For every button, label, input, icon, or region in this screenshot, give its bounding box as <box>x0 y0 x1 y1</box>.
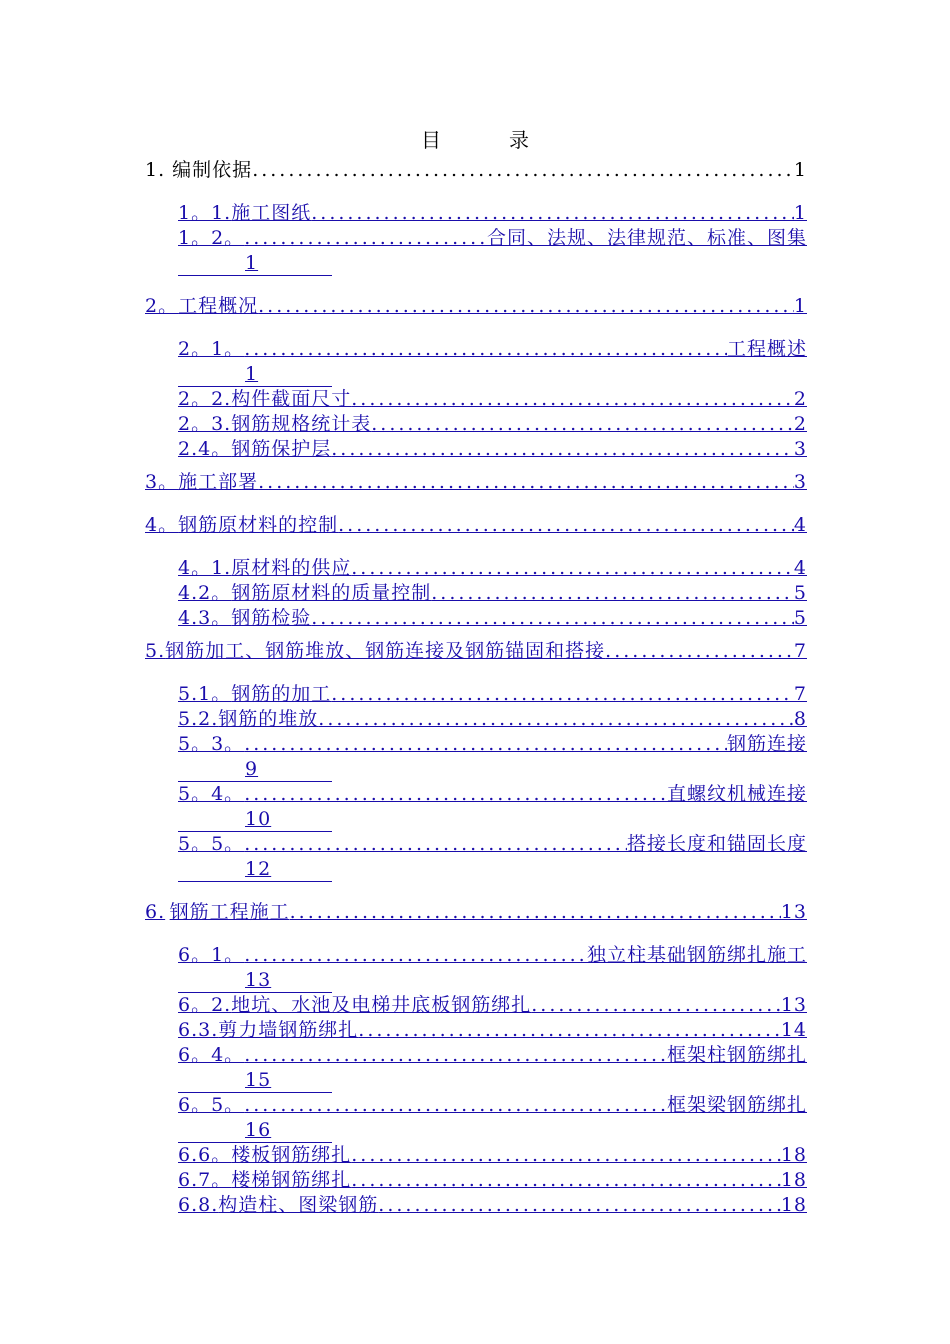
toc-entry-number: 1。2。 <box>178 227 245 249</box>
toc-entry-page: 13 <box>780 994 807 1016</box>
toc-entry-6-5[interactable] <box>178 1093 807 1143</box>
toc-entry-label: 钢筋原材料的质量控制 <box>231 582 432 604</box>
toc-entry-number: 2。3. <box>178 413 232 435</box>
toc-entry-number: 4.2。 <box>178 582 232 604</box>
toc-entry-number: 5。4。 <box>178 783 245 805</box>
toc-entry-page: 18 <box>780 1169 807 1191</box>
toc-leader-dots <box>605 639 794 664</box>
toc-entry-number: 6。2. <box>178 994 232 1016</box>
toc-entry-3[interactable] <box>145 470 807 495</box>
toc-entry-page: 1 <box>178 362 332 387</box>
toc-title-char-1: 目 <box>421 128 441 152</box>
toc-entry-label: 构造柱、图梁钢筋 <box>218 1194 379 1216</box>
toc-entry-label: 构件截面尺寸 <box>231 388 352 410</box>
toc-entry-page: 8 <box>793 708 807 730</box>
toc-entry-page: 18 <box>780 1144 807 1166</box>
toc-entry-5-1[interactable] <box>178 682 807 707</box>
toc-leader-dots <box>258 470 794 495</box>
toc-entry-6-3[interactable] <box>178 1018 807 1043</box>
toc-leader-dots <box>358 1018 781 1043</box>
toc-entry-number: 2。2. <box>178 388 232 410</box>
toc-title <box>0 124 950 153</box>
toc-entry-number: 1。1. <box>178 202 232 224</box>
toc-leader-dots <box>331 682 794 707</box>
toc-entry-page: 7 <box>793 640 807 662</box>
table-of-contents <box>145 158 807 1218</box>
toc-leader-dots <box>244 226 487 251</box>
toc-leader-dots <box>318 707 794 732</box>
toc-entry-label: 剪力墙钢筋绑扎 <box>218 1019 359 1041</box>
toc-entry-page: 5 <box>793 582 807 604</box>
toc-leader-dots <box>244 337 727 362</box>
toc-leader-dots <box>244 782 667 807</box>
toc-entry-label: 地坑、水池及电梯井底板钢筋绑扎 <box>231 994 532 1016</box>
toc-entry-4-2[interactable] <box>178 581 807 606</box>
toc-entry-page: 4 <box>793 557 807 579</box>
toc-entry-page: 10 <box>178 807 332 832</box>
toc-entry-page: 18 <box>780 1194 807 1216</box>
toc-entry-number: 4。1. <box>178 557 232 579</box>
toc-entry-number: 5. <box>145 640 166 662</box>
toc-entry-label: 独立柱基础钢筋绑扎施工 <box>586 944 807 966</box>
toc-entry-number: 5.1。 <box>178 683 232 705</box>
toc-entry-4-1[interactable] <box>178 556 807 581</box>
toc-entry-5-5[interactable] <box>178 832 807 882</box>
toc-entry-label: 直螺纹机械连接 <box>666 783 807 805</box>
toc-entry-6-1[interactable] <box>178 943 807 993</box>
toc-entry-page: 12 <box>178 857 332 882</box>
toc-entry-4[interactable] <box>145 513 807 538</box>
toc-entry-number: 2。1。 <box>178 338 245 360</box>
toc-entry-2-1[interactable] <box>178 337 807 387</box>
toc-entry-6-4[interactable] <box>178 1043 807 1093</box>
toc-entry-number: 4.3。 <box>178 607 232 629</box>
toc-entry-2-2[interactable] <box>178 387 807 412</box>
toc-entry-label: 编制依据 <box>172 159 253 181</box>
toc-entry-5-2[interactable] <box>178 707 807 732</box>
toc-entry-number: 1. <box>145 159 166 181</box>
toc-entry-label: 钢筋的加工 <box>231 683 332 705</box>
toc-entry-number: 5。5。 <box>178 833 245 855</box>
toc-entry-label: 施工图纸 <box>231 202 312 224</box>
toc-leader-dots <box>244 1043 667 1068</box>
toc-entry-2[interactable] <box>145 294 807 319</box>
toc-entry-number: 6。5。 <box>178 1094 245 1116</box>
toc-leader-dots <box>244 943 587 968</box>
toc-entry-5-3[interactable] <box>178 732 807 782</box>
toc-entry-page: 1 <box>178 251 332 276</box>
toc-leader-dots <box>311 201 794 226</box>
toc-entry-page: 7 <box>793 683 807 705</box>
toc-entry-page: 16 <box>178 1118 332 1143</box>
toc-leader-dots <box>431 581 794 606</box>
toc-leader-dots <box>351 1143 781 1168</box>
toc-entry-5-4[interactable] <box>178 782 807 832</box>
toc-entry-label: 合同、法规、法律规范、标准、图集 <box>486 227 807 249</box>
toc-entry-number: 2.4。 <box>178 438 232 460</box>
toc-leader-dots <box>351 1168 781 1193</box>
toc-entry-number: 4。 <box>145 514 179 536</box>
toc-entry-number: 5.2. <box>178 708 219 730</box>
toc-entry-6-6[interactable] <box>178 1143 807 1168</box>
toc-entry-page: 1 <box>793 159 807 181</box>
toc-entry-page: 4 <box>793 514 807 536</box>
toc-entry-label: 楼梯钢筋绑扎 <box>231 1169 352 1191</box>
toc-entry-number: 3。 <box>145 471 179 493</box>
toc-entry-page: 1 <box>793 202 807 224</box>
toc-entry-6-7[interactable] <box>178 1168 807 1193</box>
toc-entry-label: 钢筋工程施工 <box>169 901 290 923</box>
toc-entry-label: 钢筋原材料的控制 <box>178 514 339 536</box>
toc-entry-label: 钢筋检验 <box>231 607 312 629</box>
toc-leader-dots <box>351 387 794 412</box>
toc-entry-1[interactable] <box>145 158 807 183</box>
toc-entry-page: 1 <box>793 295 807 317</box>
toc-entry-number: 6.3. <box>178 1019 219 1041</box>
toc-entry-page: 2 <box>793 413 807 435</box>
toc-entry-page: 9 <box>178 757 332 782</box>
toc-entry-page: 5 <box>793 607 807 629</box>
toc-leader-dots <box>258 294 794 319</box>
toc-entry-label: 钢筋加工、钢筋堆放、钢筋连接及钢筋锚固和搭接 <box>165 640 606 662</box>
toc-entry-page: 14 <box>780 1019 807 1041</box>
toc-entry-number: 6。1。 <box>178 944 245 966</box>
toc-leader-dots <box>252 158 794 183</box>
toc-entry-label: 楼板钢筋绑扎 <box>231 1144 352 1166</box>
toc-entry-6-8[interactable] <box>178 1193 807 1218</box>
toc-leader-dots <box>378 1193 781 1218</box>
toc-entry-number: 5。3。 <box>178 733 245 755</box>
toc-entry-page: 2 <box>793 388 807 410</box>
toc-leader-dots <box>244 732 727 757</box>
toc-entry-number: 2。 <box>145 295 179 317</box>
toc-entry-number: 6. <box>145 901 166 923</box>
toc-title-char-2: 录 <box>509 128 529 152</box>
toc-entry-label: 工程概况 <box>178 295 259 317</box>
toc-entry-label: 施工部署 <box>178 471 259 493</box>
toc-entry-page: 15 <box>178 1068 332 1093</box>
toc-entry-number: 6。4。 <box>178 1044 245 1066</box>
toc-entry-page: 13 <box>178 968 332 993</box>
toc-entry-2-3[interactable] <box>178 412 807 437</box>
toc-entry-2-4[interactable] <box>178 437 807 462</box>
toc-entry-number: 6.7。 <box>178 1169 232 1191</box>
toc-leader-dots <box>331 437 794 462</box>
toc-entry-label: 框架柱钢筋绑扎 <box>666 1044 807 1066</box>
toc-entry-page: 3 <box>793 438 807 460</box>
toc-leader-dots <box>351 556 794 581</box>
toc-entry-label: 钢筋保护层 <box>231 438 332 460</box>
toc-entry-label: 原材料的供应 <box>231 557 352 579</box>
toc-entry-6[interactable] <box>145 900 807 925</box>
toc-leader-dots <box>531 993 781 1018</box>
toc-entry-number: 6.8. <box>178 1194 219 1216</box>
toc-entry-label: 搭接长度和锚固长度 <box>626 833 807 855</box>
toc-leader-dots <box>338 513 794 538</box>
toc-leader-dots <box>371 412 794 437</box>
toc-entry-label: 工程概述 <box>726 338 807 360</box>
toc-entry-label: 框架梁钢筋绑扎 <box>666 1094 807 1116</box>
toc-entry-page: 13 <box>780 901 807 923</box>
toc-leader-dots <box>244 832 627 857</box>
toc-entry-1-1[interactable] <box>178 201 807 226</box>
toc-entry-label: 钢筋的堆放 <box>218 708 319 730</box>
toc-entry-6-2[interactable] <box>178 993 807 1018</box>
toc-entry-label: 钢筋规格统计表 <box>231 413 372 435</box>
toc-entry-label: 钢筋连接 <box>726 733 807 755</box>
toc-entry-4-3[interactable] <box>178 606 807 631</box>
toc-leader-dots <box>311 606 794 631</box>
toc-entry-1-2[interactable] <box>178 226 807 276</box>
toc-entry-number: 6.6。 <box>178 1144 232 1166</box>
toc-leader-dots <box>290 900 781 925</box>
toc-entry-5[interactable] <box>145 639 807 664</box>
toc-leader-dots <box>244 1093 667 1118</box>
toc-entry-page: 3 <box>793 471 807 493</box>
